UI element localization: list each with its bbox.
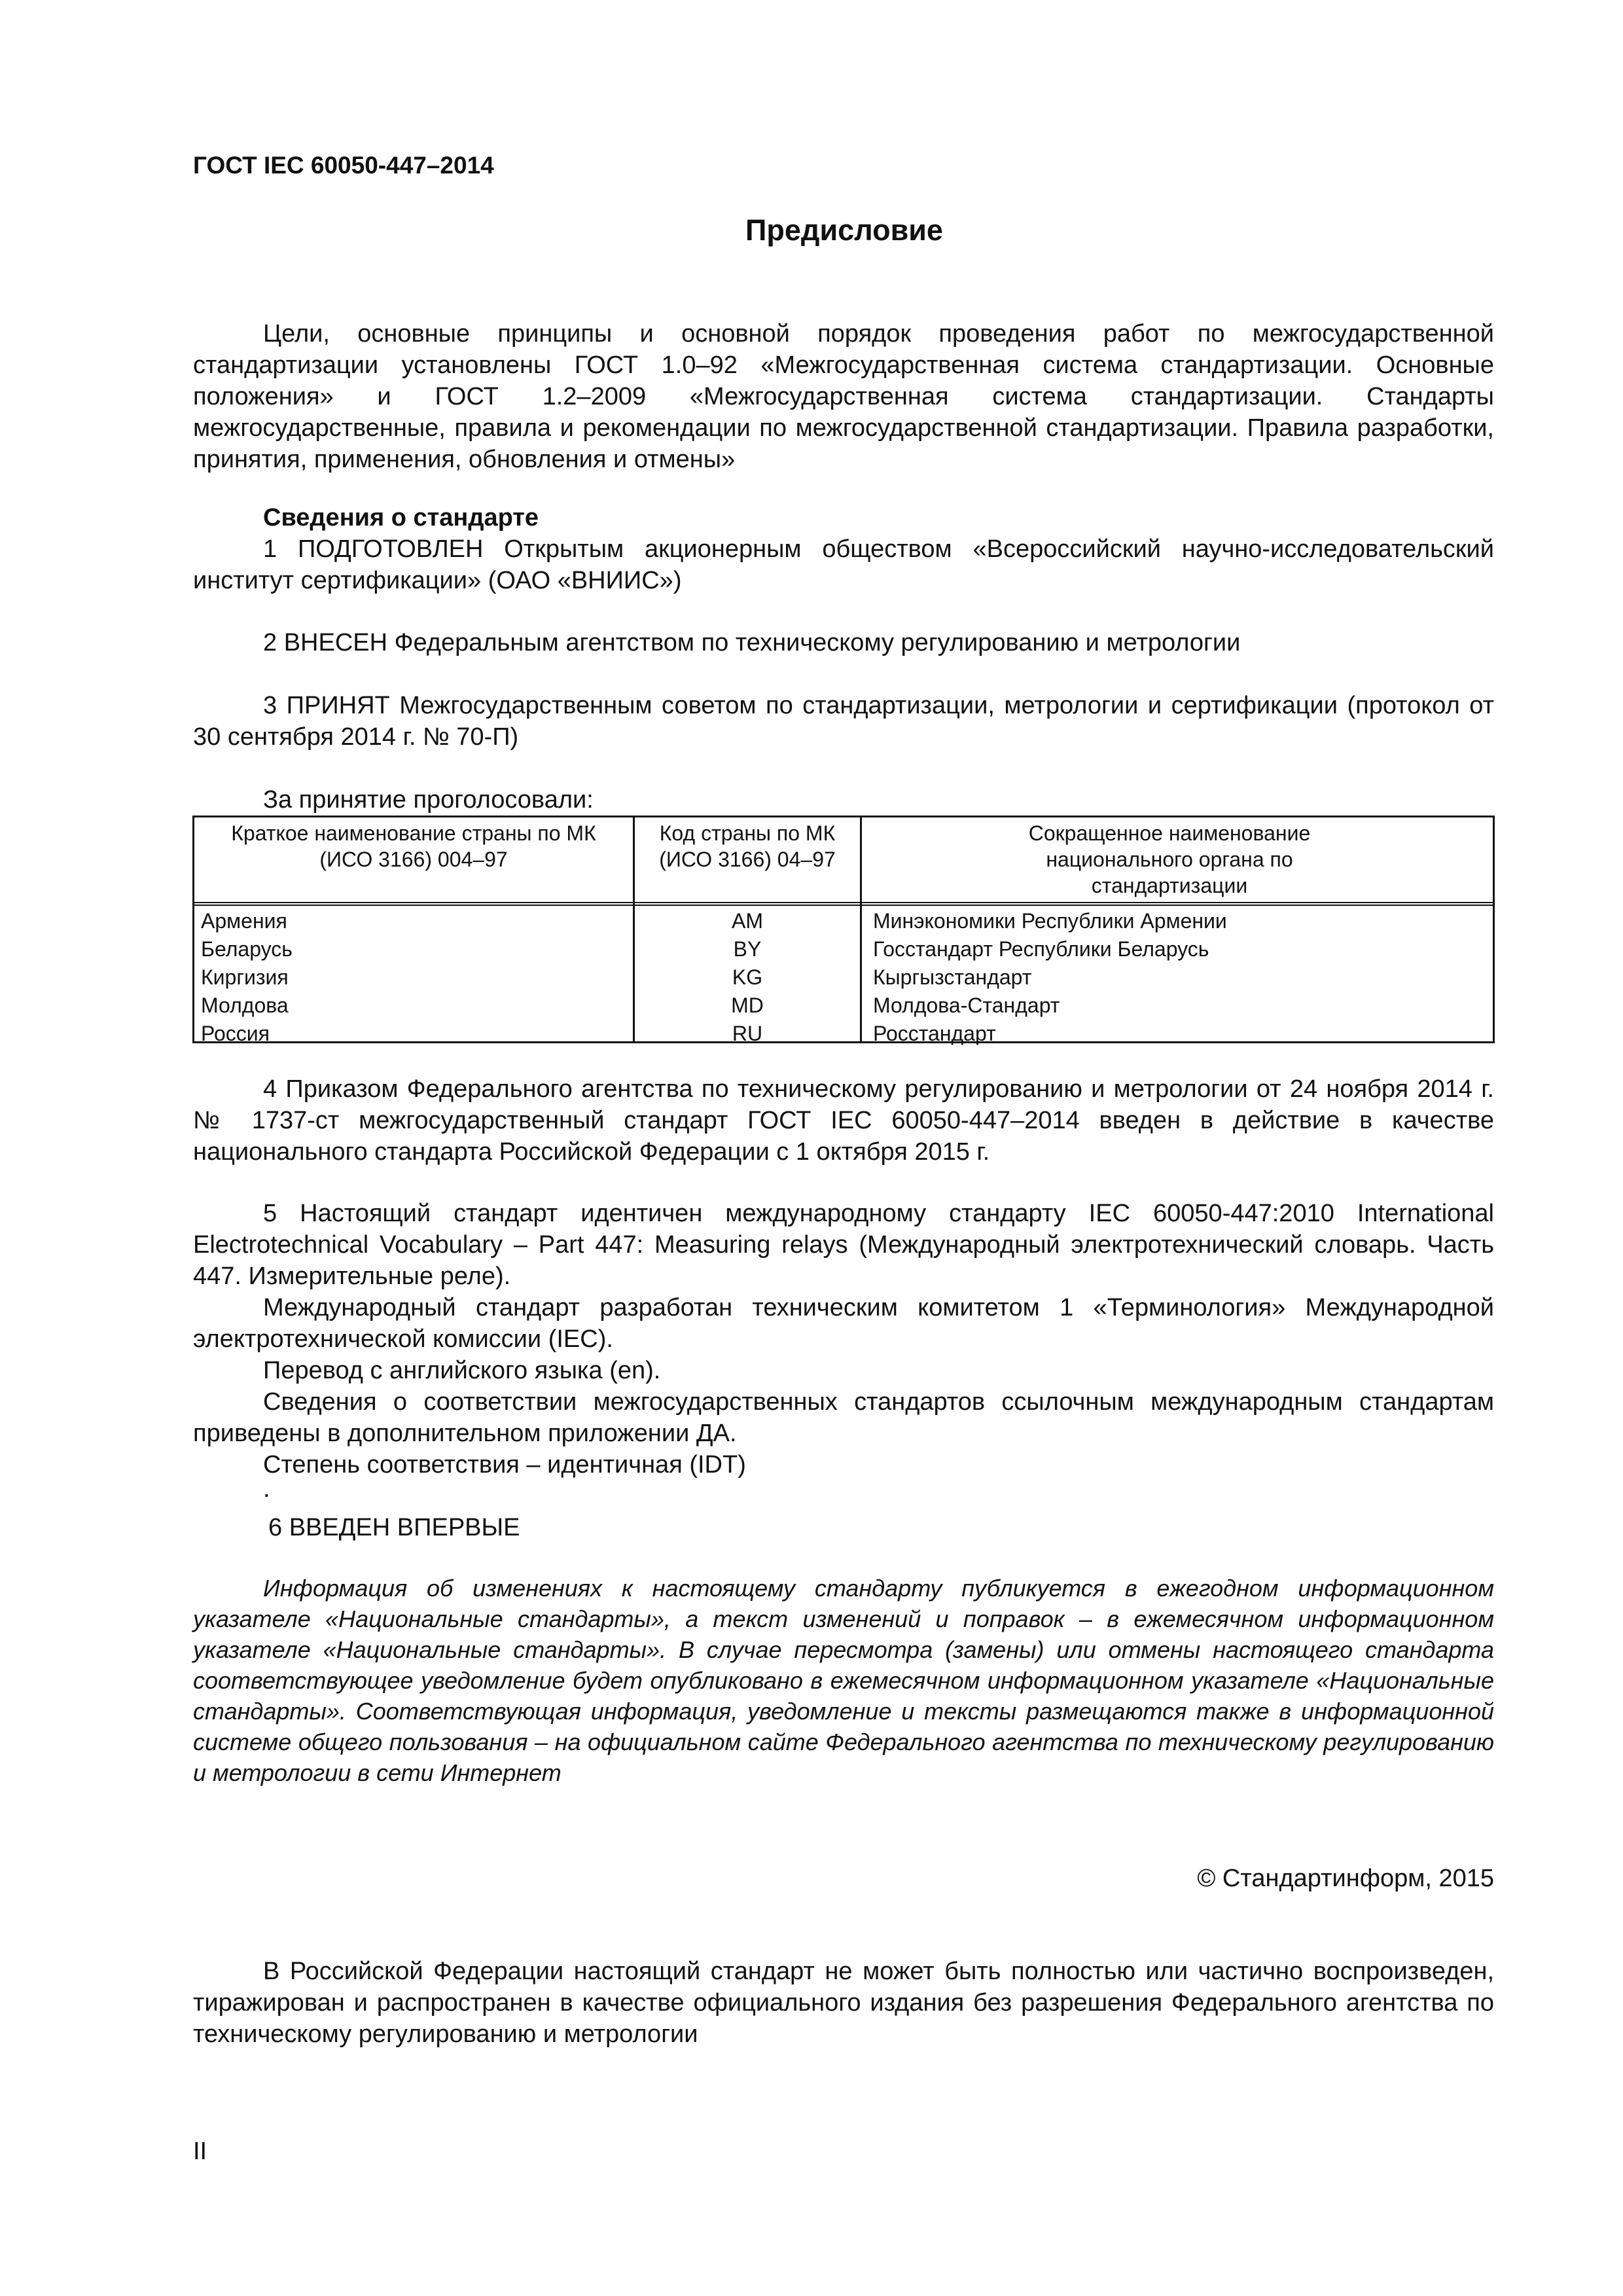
standards-body-column: [873, 907, 1482, 1048]
table-cell-code: BY: [733, 937, 762, 961]
header-country-code: Код страны по МК (ИСО 3166) 04–97: [659, 821, 836, 871]
item-2-introduced: 2 ВНЕСЕН Федеральным агентством по техническому регулированию и метрологии: [263, 629, 1241, 656]
table-cell-code: KG: [732, 965, 763, 989]
change-notice: Информация об изменениях к настоящему стандарту публикуется в ежегодном информационном указателе «Национальные стандарты», а текст изменений и поправок – в ежемесячном информационном указателе «Национальные стандарты». В случае пересмотра (замены) или отмены настоящего стандарта соответствующее уведомление будет опубликовано в ежемесячном информационном указателе «Национальные стандарты». Соответствующая информация, уведомление и тексты размещаются также в информационной системе общего пользования – на официальном сайте Федерального агентства по техническому регулированию и метрологии в сети Интернет: [193, 1575, 1494, 1786]
info-heading: Сведения о стандарте: [263, 504, 539, 531]
table-cell-code: AM: [732, 909, 763, 933]
item-4-order: 4 Приказом Федерального агентства по техническому регулированию и метрологии от 24 ноября 2014 г. № 1737-ст межгосударственный стандарт ГОСТ IEC 60050-447–2014 введен в действие в качестве национального стандарта Российской Федерации с 1 октября 2015 г.: [193, 1075, 1494, 1166]
page-title: Предисловие: [745, 213, 943, 247]
table-cell-body: Госстандарт Республики Беларусь: [873, 937, 1209, 961]
item-5-identical: 5 Настоящий стандарт идентичен международному стандарту IEC 60050-447:2010 International Electrotechnical Vocabulary – Part 447: Measuring relays (Международный электротехнический словарь. Часть 447. Измерительные реле).: [193, 1200, 1494, 1290]
table-cell-body: Росстандарт: [873, 1022, 996, 1045]
header-country-name: Краткое наименование страны по МК (ИСО 3166) 004–97: [231, 821, 596, 871]
item-3-adopted: 3 ПРИНЯТ Межгосударственным советом по стандартизации, метрологии и сертификации (протокол от 30 сентября 2014 г. № 70-П): [193, 692, 1494, 751]
table-cell-body: Кыргызстандарт: [873, 965, 1032, 989]
table-divider: [860, 817, 862, 1041]
table-cell-country: Россия: [201, 1022, 270, 1045]
table-cell-country: Армения: [201, 909, 287, 933]
country-code-column: [635, 907, 860, 1048]
table-cell-code: RU: [732, 1022, 763, 1045]
voting-table: [192, 816, 1495, 1043]
table-cell-country: Молдова: [201, 994, 289, 1017]
document-header: ГОСТ IEC 60050-447–2014: [193, 152, 494, 179]
stray-dot: .: [263, 1475, 270, 1503]
item-5-committee: Международный стандарт разработан техническим комитетом 1 «Терминология» Международной электротехнической комиссии (IEC).: [193, 1294, 1494, 1353]
table-cell-body: Молдова-Стандарт: [873, 994, 1060, 1017]
item-1-prepared: 1 ПОДГОТОВЛЕН Открытым акционерным обществом «Всероссийский научно-исследовательский институт сертификации» (ОАО «ВНИИС»): [193, 535, 1494, 594]
country-name-column: [201, 907, 626, 1048]
item-6-first-introduced: 6 ВВЕДЕН ВПЕРВЫЕ: [268, 1514, 520, 1541]
copyright: © Стандартинформ, 2015: [1197, 1865, 1494, 1892]
table-cell-body: Минэкономики Республики Армении: [873, 909, 1227, 933]
item-5-degree: Степень соответствия – идентичная (IDT): [263, 1451, 746, 1479]
header-standards-body: Сокращенное наименование национального органа по стандартизации: [1028, 821, 1311, 897]
item-5-references: Сведения о соответствии межгосударственных стандартов ссылочным международным стандартам приведены в дополнительном приложении ДА.: [193, 1388, 1494, 1447]
table-cell-country: Беларусь: [201, 937, 293, 961]
intro-paragraph: Цели, основные принципы и основной порядок проведения работ по межгосударственной стандартизации установлены ГОСТ 1.0–92 «Межгосударственная система стандартизации. Основные положения» и ГОСТ 1.2–2009 «Межгосударственная система стандартизации. Стандарты межгосударственные, правила и рекомендации по межгосударственной стандартизации. Правила разработки, принятия, применения, обновления и отмены»: [193, 320, 1494, 473]
reproduction-restriction: В Российской Федерации настоящий стандарт не может быть полностью или частично воспроизведен, тиражирован и распространен в качестве официального издания без разрешения Федерального агентства по техническому регулированию и метрологии: [193, 1958, 1494, 2048]
table-cell-country: Киргизия: [201, 965, 289, 989]
table-cell-code: MD: [731, 994, 764, 1017]
item-5-translation: Перевод с английского языка (en).: [263, 1357, 661, 1384]
page-number: II: [193, 2138, 207, 2165]
vote-intro: За принятие проголосовали:: [263, 786, 594, 814]
